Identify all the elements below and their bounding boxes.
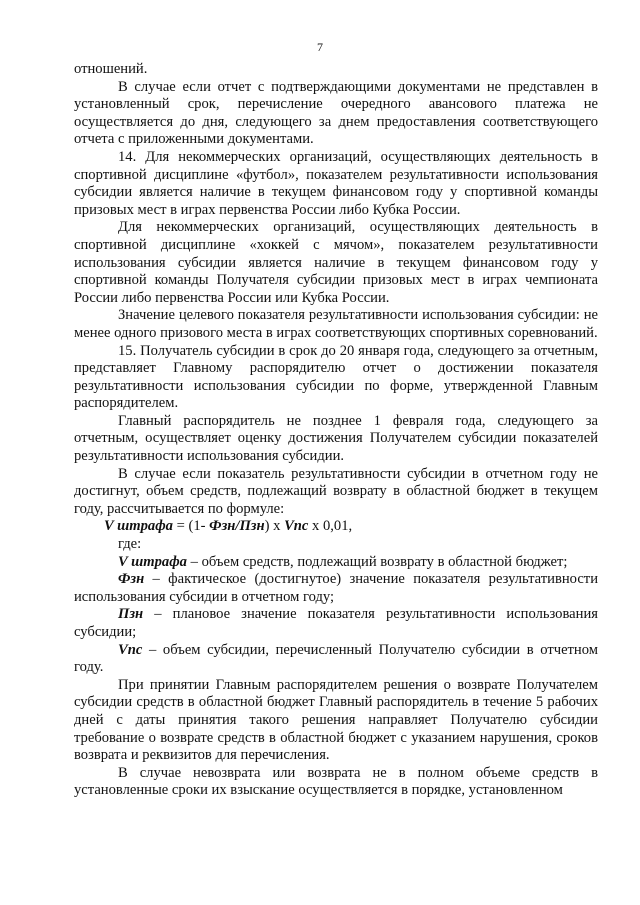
definition-item xyxy=(74,642,598,677)
paragraph-assessment: Главный распорядитель не позднее 1 февраля года, следующего за отчетным, осуществляет оценку достижения Получателем субсидии показателей результативности использования субсидии. xyxy=(74,412,598,465)
document-body xyxy=(74,61,598,800)
definition-text: – объем субсидии, перечисленный Получателю субсидии в отчетном году. xyxy=(74,641,598,676)
definition-text: – плановое значение показателя результативности использования субсидии; xyxy=(74,606,598,640)
definition-text: – фактическое (достигнутое) значение показателя результативности использования субсидии в отчетном году; xyxy=(74,571,598,605)
formula-eq: = (1- xyxy=(172,518,210,535)
definition-term: Vпс xyxy=(118,641,143,658)
paragraph-15-report: 15. Получатель субсидии в срок до 20 января года, следующего за отчетным, представляет Главному распорядителю отчет о достижении показателя результативности использования субсидии по форме, утвержденной Главным распорядителем. xyxy=(74,342,598,412)
definition-item xyxy=(74,554,598,572)
penalty-formula xyxy=(74,518,598,536)
definition-term: Фзн xyxy=(118,571,145,588)
formula-vnc: Vпс xyxy=(284,518,309,535)
paragraph-14-football: 14. Для некоммерческих организаций, осуществляющих деятельность в спортивной дисциплине «футбол», показателем результативности использования субсидии является наличие в текущем финансовом году у спортивной команды призовых мест в играх первенства России либо Кубка России. xyxy=(74,148,598,218)
formula-tail: х 0,01, xyxy=(308,518,353,535)
formula-pzn: Пзн xyxy=(239,518,265,535)
definition-text: – объем средств, подлежащий возврату в областной бюджет; xyxy=(186,553,568,570)
paragraph-return-decision: При принятии Главным распорядителем решения о возврате Получателем субсидии средств в областной бюджет Главный распорядитель в течение 5 рабочих дней с даты принятия такого решения направляет Получателю субсидии требование о возврате средств в областной бюджет с указанием нарушения, сроков возврата и реквизитов для перечисления. xyxy=(74,676,598,764)
paragraph-collection: В случае невозврата или возврата не в полном объеме средств в установленные сроки их взыскание осуществляется в порядке, установленном xyxy=(74,764,598,799)
paragraph-formula-intro: В случае если показатель результативности субсидии в отчетном году не достигнут, объем средств, подлежащий возврату в областной бюджет в текущем году, рассчитывается по формуле: xyxy=(74,465,598,517)
page-number: 7 xyxy=(317,40,323,54)
definition-term: Пзн xyxy=(118,606,144,623)
where-label: где: xyxy=(118,536,142,553)
formula-lhs: V штрафа xyxy=(104,518,173,535)
paragraph-continuation: отношений. xyxy=(74,61,148,77)
definition-item xyxy=(74,571,598,606)
definition-item xyxy=(74,606,598,641)
formula-fzn: Фзн xyxy=(209,518,236,535)
formula-slash: / xyxy=(235,518,240,535)
paragraph-report-deadline: В случае если отчет с подтверждающими документами не представлен в установленный срок, перечисление очередного авансового платежа не осуществляется до дня, следующего за днем предоставления соответствующего отчета с приложенными документами. xyxy=(74,78,598,148)
formula-x: ) х xyxy=(264,518,285,535)
paragraph-target-value: Значение целевого показателя результативности использования субсидии: не менее одного призового места в играх соответствующих спортивных соревнований. xyxy=(74,307,598,341)
paragraph-bandy: Для некоммерческих организаций, осуществляющих деятельность в спортивной дисциплине «хоккей с мячом», показателем результативности использования субсидии является наличие в текущем финансовом году у спортивной команды Получателя субсидии призовых мест в играх чемпионата России либо первенства России или Кубка России. xyxy=(74,219,598,306)
definition-term: V штрафа xyxy=(118,553,187,570)
